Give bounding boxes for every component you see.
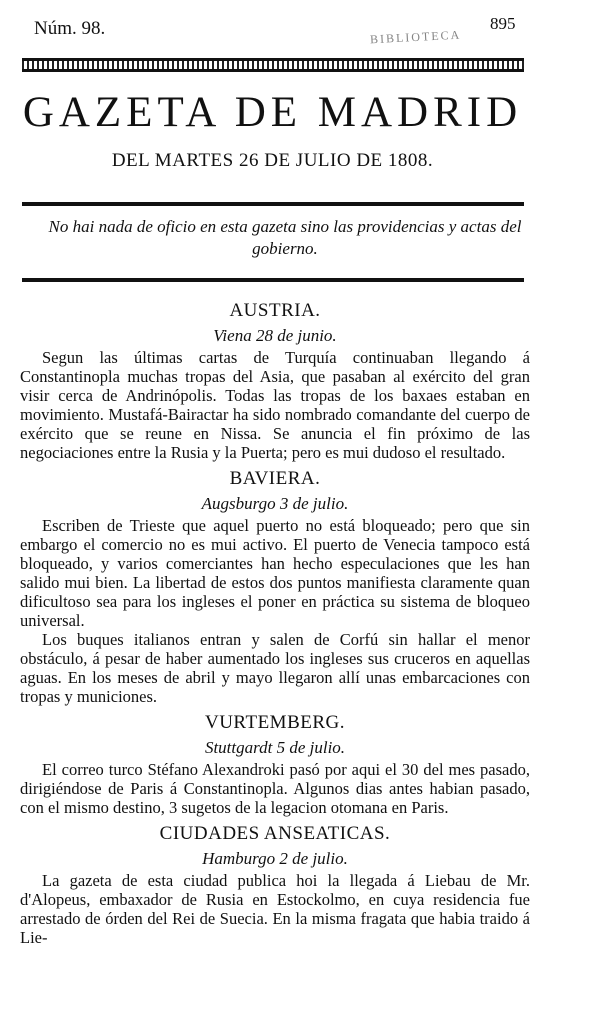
section-heading: BAVIERA. [229, 468, 321, 489]
notice: No hai nada de oficio en esta gazeta sino las providencias y actas del gobierno. [48, 217, 522, 258]
section-baviera [20, 466, 530, 706]
issue-number: Núm. 98. [34, 18, 106, 39]
divider-rule [22, 202, 524, 206]
paragraph: Escriben de Trieste que aquel puerto no está bloqueado; pero que sin embargo el comercio no es mui activo. El puerto de Venecia tampoco está bloqueado, y varios comerciantes han hecho especulaciones que les han salido mui bien. La libertad de estos dos puntos manifiesta claramente quan dificultoso sea para los ingleses el poner en práctica su sistema de bloqueo universal. [20, 516, 530, 630]
section-heading: VURTEMBERG. [204, 712, 345, 733]
section-dateline: Augsburgo 3 de julio. [201, 494, 349, 513]
article-column [20, 298, 530, 947]
section-dateline: Hamburgo 2 de julio. [202, 849, 348, 868]
page-number: 895 [490, 14, 516, 33]
section-heading: AUSTRIA. [229, 300, 321, 321]
paragraph: El correo turco Stéfano Alexandroki pasó por aqui el 30 del mes pasado, dirigiéndose de Paris á Constantinopla. Algunos dias antes habian pasado, con el mismo destino, 3 sugetos de la legacion otomana en Paris. [20, 760, 530, 817]
section-dateline: Viena 28 de junio. [213, 326, 337, 345]
paragraph: La gazeta de esta ciudad publica hoi la llegada á Liebau de Mr. d'Alopeus, embaxador de Rusia en Estockolmo, en cuya residencia fue arrestado de órden del Rei de Suecia. En la misma fragata que habia traido á Lie- [20, 871, 530, 947]
paragraph: Segun las últimas cartas de Turquía continuaban llegando á Constantinopla muchas tropas del Asia, que pasaban al exército del gran visir cerca de Andrinópolis. Todas las tropas de los baxaes estaban en movimiento. Mustafá-Bairactar ha sido nombrado comandante del cuerpo de exército que se reune en Nissa. Se anuncia el fin próximo de las negociaciones entre la Rusia y la Puerta; pero es mui dudoso el resultado. [20, 348, 530, 462]
divider-rule [22, 278, 524, 282]
ornamental-rule [22, 58, 524, 72]
section-austria [20, 298, 530, 462]
paragraph: Los buques italianos entran y salen de Corfú sin hallar el menor obstáculo, á pesar de haber aumentado los ingleses sus cruceros en aquellas aguas. En los meses de abril y mayo llegaron allí unas embarcaciones con tropas y municiones. [20, 630, 530, 706]
masthead-title: GAZETA DE MADRID [22, 89, 523, 136]
issue-date: DEL MARTES 26 DE JULIO DE 1808. [111, 150, 434, 171]
section-dateline: Stuttgardt 5 de julio. [204, 738, 346, 757]
section-ciudades-anseaticas [20, 821, 530, 947]
library-stamp: BIBLIOTECA [369, 27, 462, 47]
section-vurtemberg [20, 710, 530, 817]
section-heading: CIUDADES ANSEATICAS. [159, 823, 391, 844]
